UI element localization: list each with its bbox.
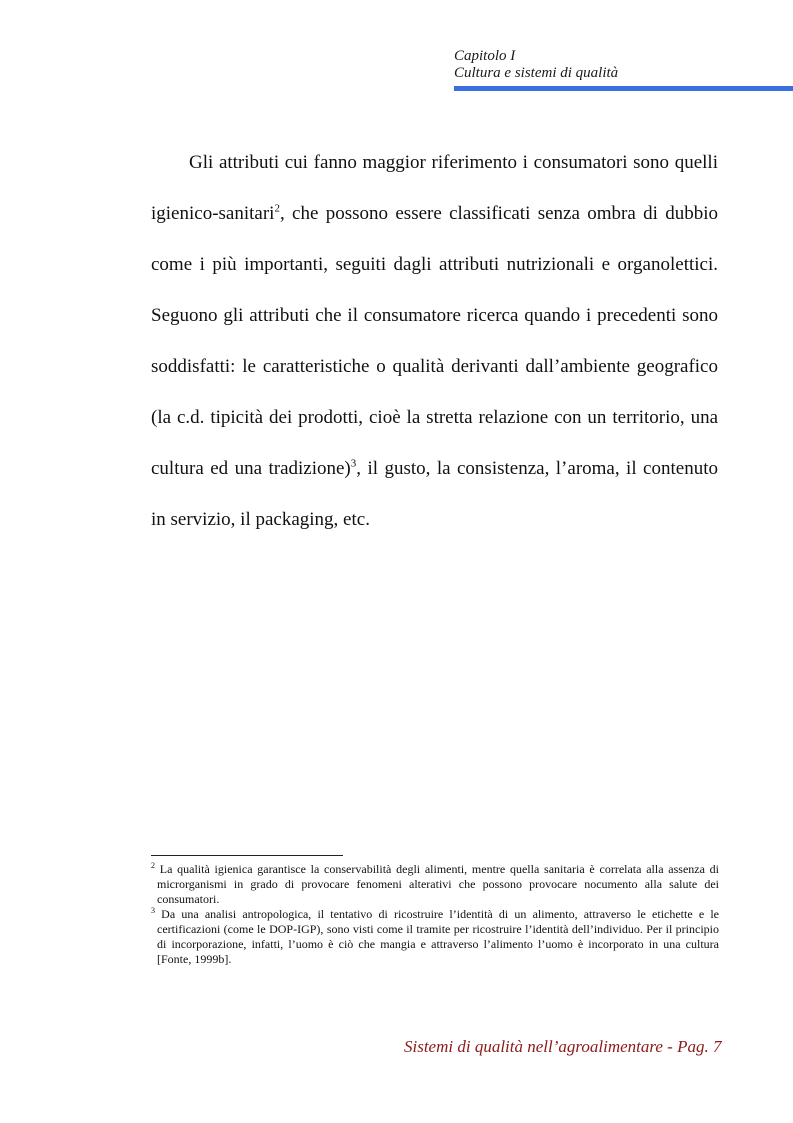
footnotes [151,862,719,967]
running-header [454,48,618,82]
header-rule [454,86,793,91]
footnote-ref-2: 2 [274,202,280,215]
body-text-part-1: Gli attributi cui fanno maggior riferimento i consumatori sono quelli igienico-sanitari [151,152,718,224]
footnote-text: La qualità igienica garantisce la conservabilità degli alimenti, mentre quella sanitaria è correlata alla assenza di microrganismi in grado di provocare fenomeni alterativi che possono provocare nocumento alla salute dei consumatori. [157,862,719,906]
footnote-text: Da una analisi antropologica, il tentativo di ricostruire l’identità di un alimento, attraverso le etichette e le certificazioni (come le DOP-IGP), sono visti come il tramite per ricostruire l’identità dell’individuo. Per il principio di incorporazione, infatti, l’uomo è ciò che mangia e attraverso l’alimento l’uomo è incorporato in una cultura [Fonte, 1999b]. [157,907,719,966]
chapter-title: Cultura e sistemi di qualità [454,65,619,81]
footnote-3 [151,907,719,967]
footnote-number: 3 [151,906,155,915]
page-footer: Sistemi di qualità nell’agroalimentare - Pag. 7 [404,1037,722,1056]
chapter-label: Capitolo I [454,48,516,64]
footnote-2 [151,862,719,907]
body-paragraph [151,137,718,545]
footnote-ref-3: 3 [350,457,357,470]
footnote-number: 2 [151,861,155,870]
body-text-part-3: , il gusto, la consistenza, l’aroma, il contenuto in servizio, il packaging, etc. [151,458,718,530]
footnote-separator [151,855,343,856]
body-text-part-2: , che possono essere classificati senza ombra di dubbio come i più importanti, seguiti dagli attributi nutrizionali e organolettici. Seguono gli attributi che il consumatore ricerca quando i precedenti sono soddisfatti: le caratteristiche o qualità derivanti dall’ambiente geografico (la c.d. tipicità dei prodotti, cioè la stretta relazione con un territorio, una cultura ed una tradizione) [151,203,718,479]
